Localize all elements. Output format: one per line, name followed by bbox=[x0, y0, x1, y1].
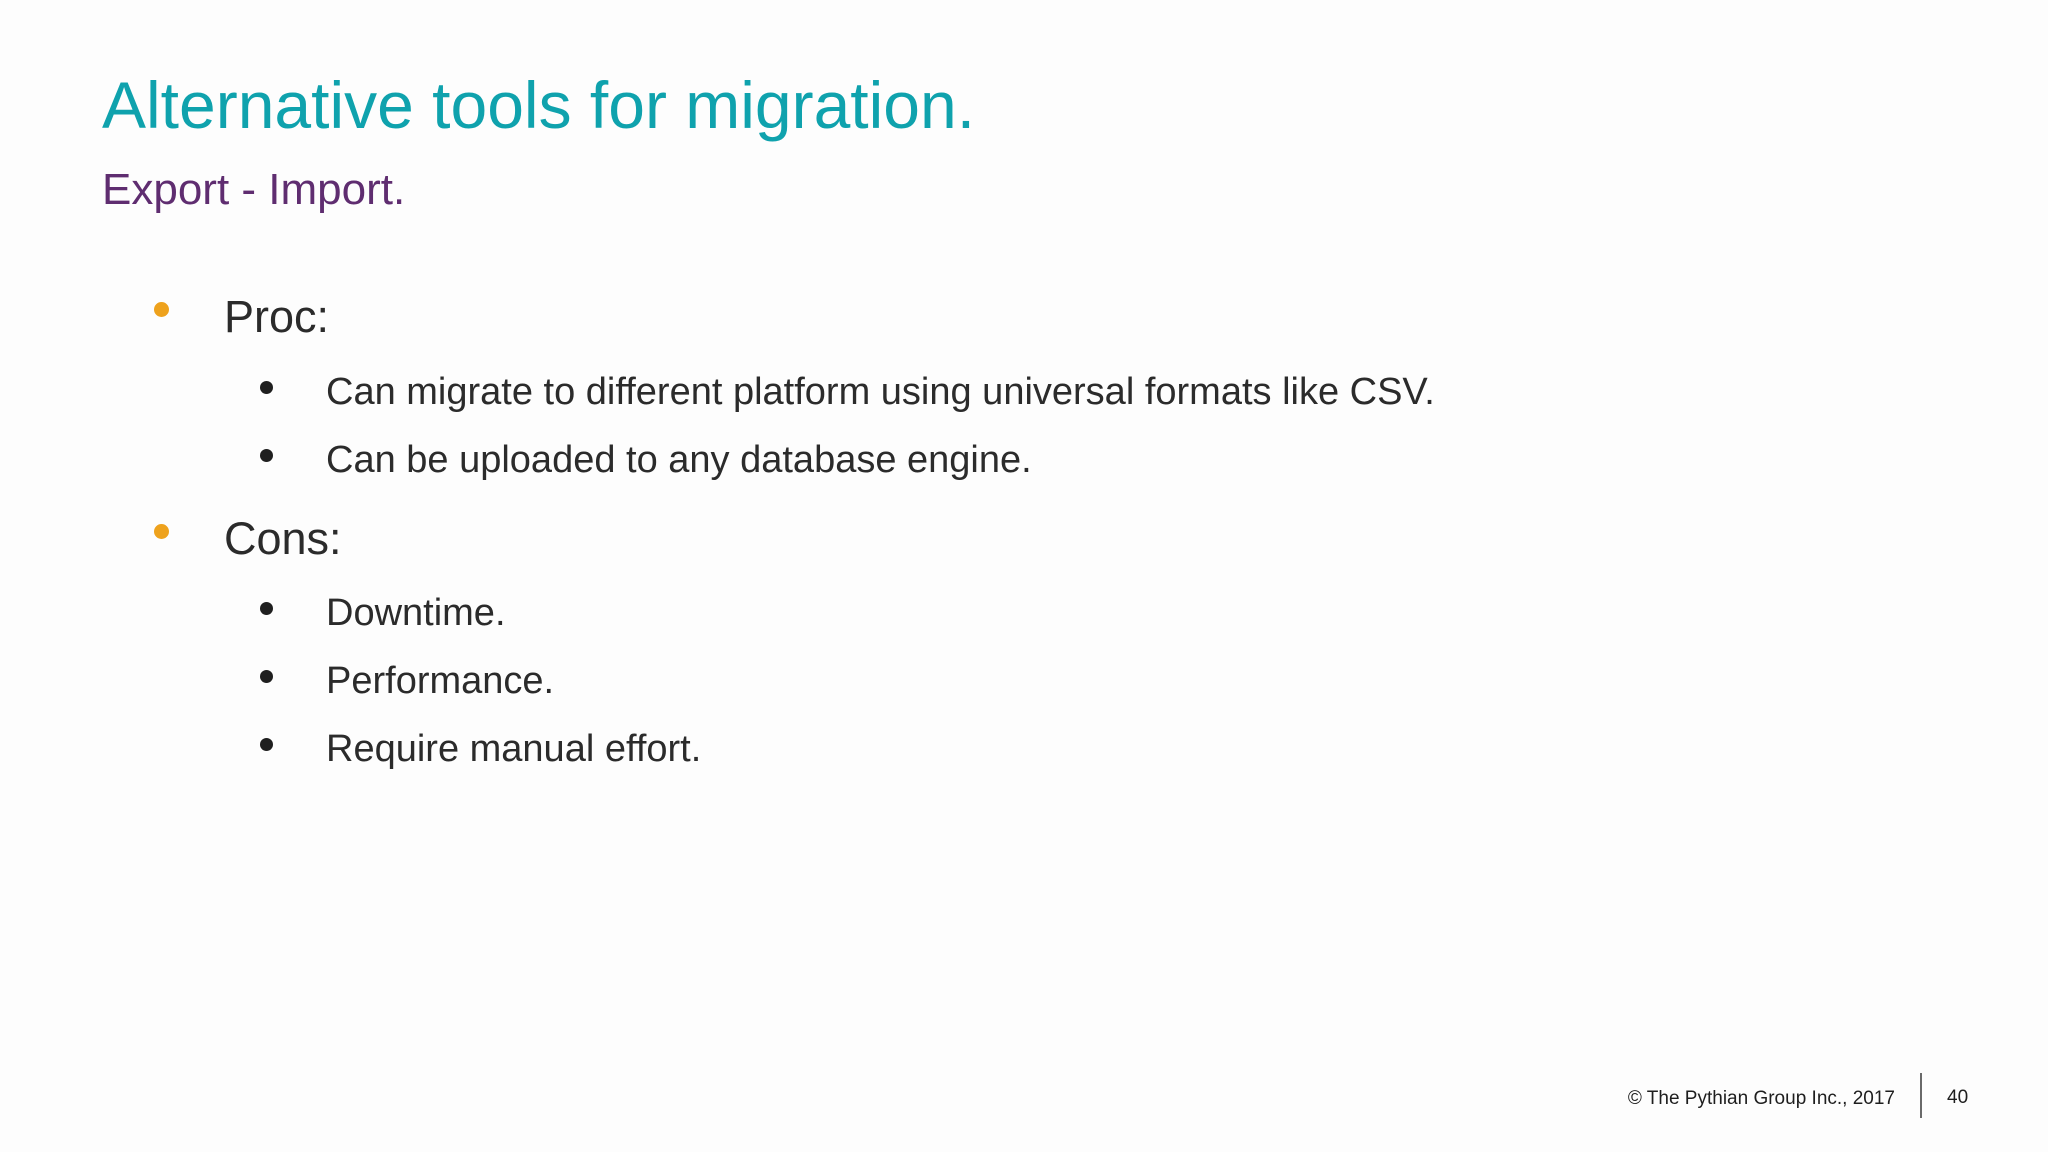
section-heading-proc: Proc: bbox=[224, 291, 330, 342]
section-heading-cons: Cons: bbox=[224, 513, 342, 564]
bullet-dot bbox=[260, 738, 273, 751]
bullet-dot bbox=[260, 602, 273, 615]
bullet-dot bbox=[154, 524, 169, 539]
footer-divider bbox=[1920, 1073, 1922, 1118]
bullet-dot bbox=[154, 302, 169, 317]
list-item: Require manual effort. bbox=[326, 728, 702, 770]
bullet-dot bbox=[260, 381, 273, 394]
slide-title: Alternative tools for migration. bbox=[102, 68, 976, 142]
list-item: Can migrate to different platform using universal formats like CSV. bbox=[326, 371, 1435, 413]
list-item: Downtime. bbox=[326, 592, 506, 634]
bullet-dot bbox=[260, 670, 273, 683]
slide-subtitle: Export - Import. bbox=[102, 165, 406, 214]
bullet-dot bbox=[260, 449, 273, 462]
list-item: Can be uploaded to any database engine. bbox=[326, 439, 1032, 481]
copyright-notice: © The Pythian Group Inc., 2017 bbox=[1627, 1088, 1895, 1109]
page-number: 40 bbox=[1947, 1087, 1969, 1108]
list-item: Performance. bbox=[326, 660, 555, 702]
